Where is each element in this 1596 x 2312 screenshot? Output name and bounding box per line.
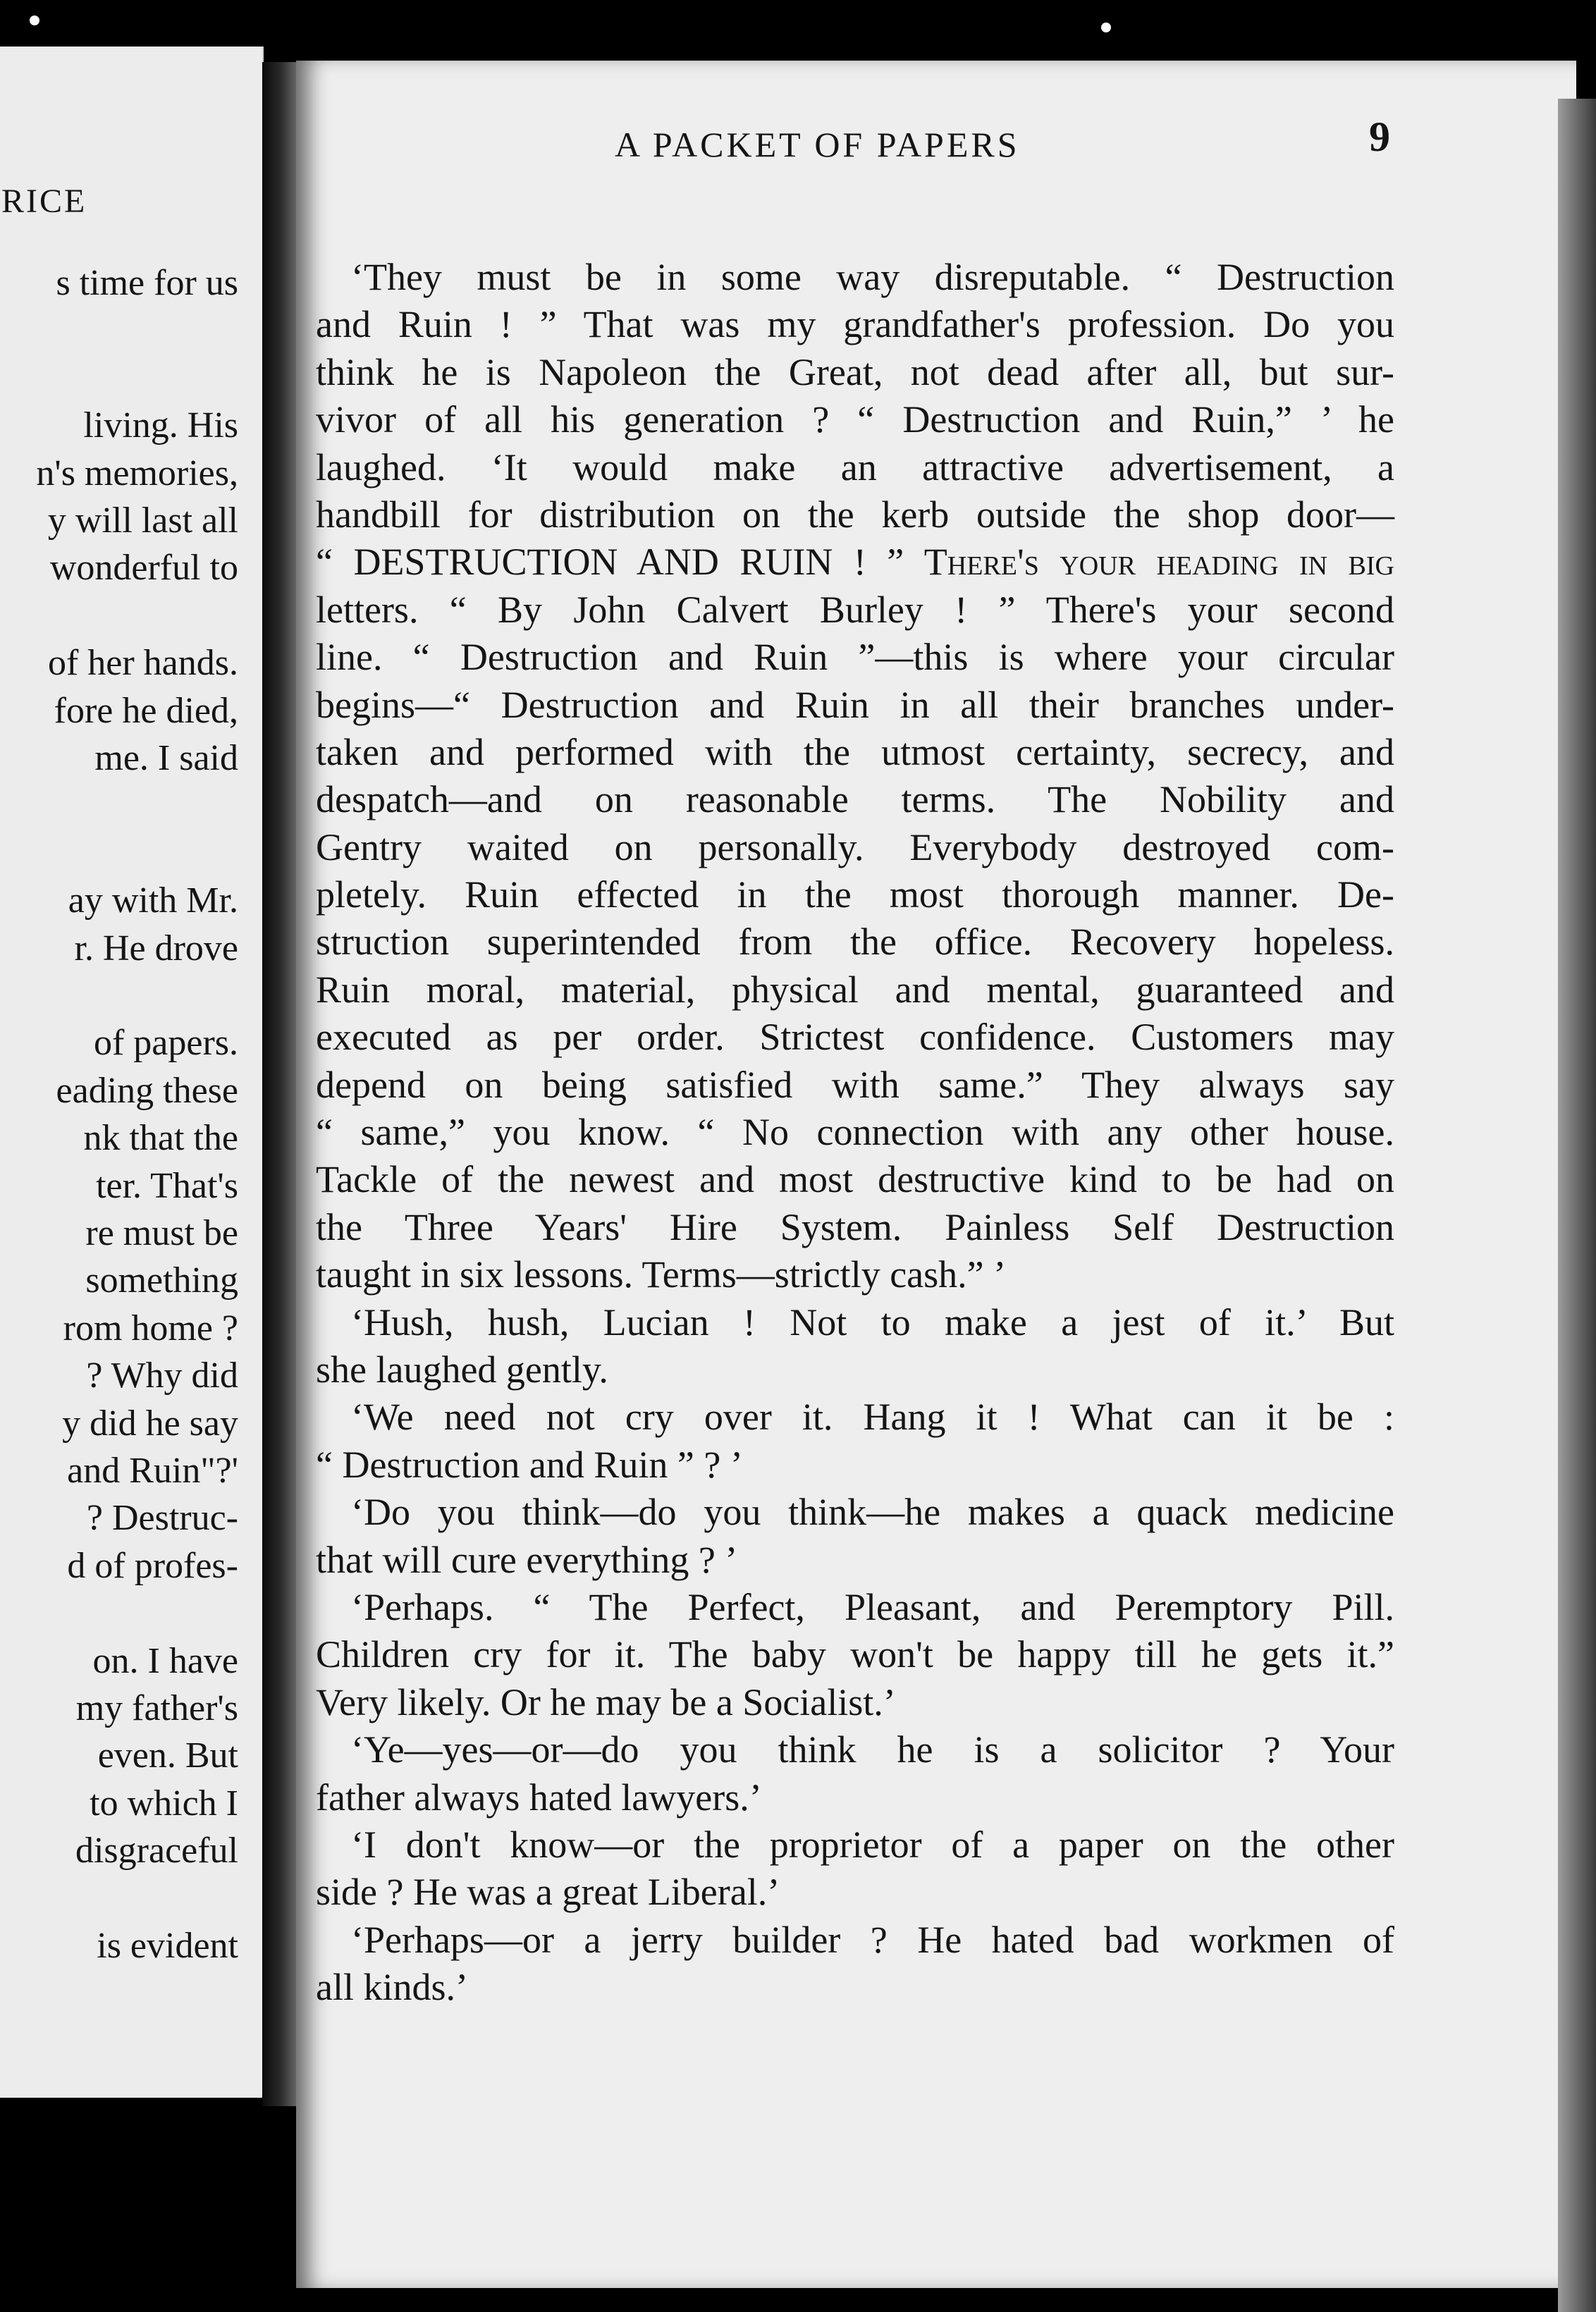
- left-page-line: r. He drove: [74, 928, 238, 969]
- left-page-line: n's memories,: [36, 453, 238, 493]
- left-page-line: and Ruin"?': [67, 1451, 238, 1491]
- left-page-line: rom home ?: [63, 1308, 238, 1348]
- page-body-text: [316, 254, 1394, 2011]
- text-line: begins—“ Destruction and Ruin in all their branches under-: [316, 683, 1394, 726]
- text-line: and Ruin ! ” That was my grandfather's profession. Do you: [316, 303, 1394, 346]
- text-line: struction superintended from the office. Recovery hopeless.: [316, 921, 1394, 964]
- text-line: letters. “ By John Calvert Burley ! ” There's your second: [316, 588, 1394, 631]
- text-line: ‘Perhaps. “ The Perfect, Pleasant, and Peremptory Pill.: [351, 1585, 1394, 1628]
- text-line: laughed. ‘It would make an attractive advertisement, a: [316, 445, 1394, 488]
- text-line: ‘Hush, hush, Lucian ! Not to make a jest of it.’ But: [351, 1300, 1394, 1343]
- text-line: pletely. Ruin effected in the most thorough manner. De-: [316, 873, 1394, 916]
- text-line: Tackle of the newest and most destructive kind to be had on: [316, 1158, 1394, 1201]
- text-line: Ruin moral, material, physical and mental, guaranteed and: [316, 968, 1394, 1011]
- left-page-line: s time for us: [56, 263, 238, 303]
- running-head: A PACKET OF PAPERS: [615, 125, 1020, 164]
- text-line: line. “ Destruction and Ruin ”—this is where your circular: [316, 636, 1394, 679]
- text-line: despatch—and on reasonable terms. The Nobility and: [316, 778, 1394, 821]
- text-line: all kinds.’: [316, 1966, 468, 2009]
- left-running-head: RICE: [1, 183, 87, 220]
- text-line: ‘We need not cry over it. Hang it ! What can it be :: [351, 1396, 1394, 1439]
- text-line: vivor of all his generation ? “ Destruction and Ruin,” ’ he: [316, 398, 1394, 441]
- left-page-line: ? Destruc-: [86, 1498, 238, 1539]
- text-line: ‘Do you think—do you think—he makes a quack medicine: [351, 1491, 1394, 1534]
- left-page-line: living. His: [83, 405, 238, 446]
- text-line: ‘Ye—yes—or—do you think he is a solicitor ? Your: [351, 1728, 1394, 1771]
- left-page-fragment: [0, 47, 264, 2098]
- left-page-line: is evident: [97, 1926, 238, 1966]
- left-page-line: disgraceful: [75, 1831, 238, 1871]
- left-page-line: something: [85, 1260, 238, 1301]
- left-page-line: d of profes-: [67, 1545, 238, 1586]
- left-page-line: fore he died,: [54, 690, 238, 731]
- page-number: 9: [1369, 113, 1390, 160]
- left-page-line: ? Why did: [86, 1355, 238, 1396]
- left-page-line: ter. That's: [96, 1165, 238, 1206]
- left-page-line: my father's: [75, 1688, 238, 1728]
- left-page-line: wonderful to: [49, 548, 238, 589]
- text-line: “ same,” you know. “ No connection with any other house.: [316, 1111, 1394, 1154]
- text-line: handbill for distribution on the kerb outside the shop door—: [316, 493, 1394, 536]
- left-page-line: me. I said: [94, 738, 238, 778]
- left-page-line: of her hands.: [47, 643, 238, 684]
- text-line: father always hated lawyers.’: [316, 1776, 762, 1819]
- text-line: the Three Years' Hire System. Painless Self Destruction: [316, 1205, 1394, 1248]
- left-page-line: on. I have: [92, 1640, 238, 1681]
- text-line: ‘They must be in some way disreputable. “ Destruction: [351, 256, 1394, 298]
- text-line: Children cry for it. The baby won't be happy till he gets it.”: [316, 1633, 1394, 1676]
- text-line: “ Destruction and Ruin ” ? ’: [316, 1443, 743, 1486]
- left-page-line: of papers.: [93, 1023, 238, 1064]
- text-line: think he is Napoleon the Great, not dead after all, but sur-: [316, 350, 1394, 393]
- text-line: taught in six lessons. Terms—strictly cash.” ’: [316, 1253, 1007, 1296]
- text-line: depend on being satisfied with same.” They always say: [316, 1063, 1394, 1106]
- text-line: Gentry waited on personally. Everybody destroyed com-: [316, 825, 1394, 868]
- left-page-line: to which I: [90, 1783, 238, 1824]
- text-line: “ DESTRUCTION AND RUIN ! ” There's your heading in big: [316, 541, 1394, 584]
- text-line: she laughed gently.: [316, 1348, 608, 1391]
- scan-dust-mark: [1101, 23, 1111, 32]
- left-page-line: y will last all: [47, 500, 238, 541]
- text-line: side ? He was a great Liberal.’: [316, 1871, 780, 1914]
- text-line: ‘Perhaps—or a jerry builder ? He hated bad workmen of: [351, 1918, 1394, 1961]
- text-line: executed as per order. Strictest confidence. Customers may: [316, 1016, 1394, 1059]
- left-page-line: even. But: [97, 1735, 238, 1776]
- left-page-line: eading these: [56, 1070, 238, 1111]
- page-edge: [1558, 99, 1596, 2312]
- text-line: ‘I don't know—or the proprietor of a paper on the other: [351, 1823, 1394, 1866]
- left-page-line: ay with Mr.: [68, 880, 238, 921]
- text-line: taken and performed with the utmost certainty, secrecy, and: [316, 730, 1394, 773]
- scan-dust-mark: [30, 16, 39, 25]
- text-line: that will cure everything ? ’: [316, 1538, 738, 1581]
- left-page-line: y did he say: [62, 1403, 238, 1444]
- left-page-line: nk that the: [83, 1118, 238, 1159]
- left-page-line: re must be: [85, 1213, 238, 1253]
- text-line: Very likely. Or he may be a Socialist.’: [316, 1680, 896, 1723]
